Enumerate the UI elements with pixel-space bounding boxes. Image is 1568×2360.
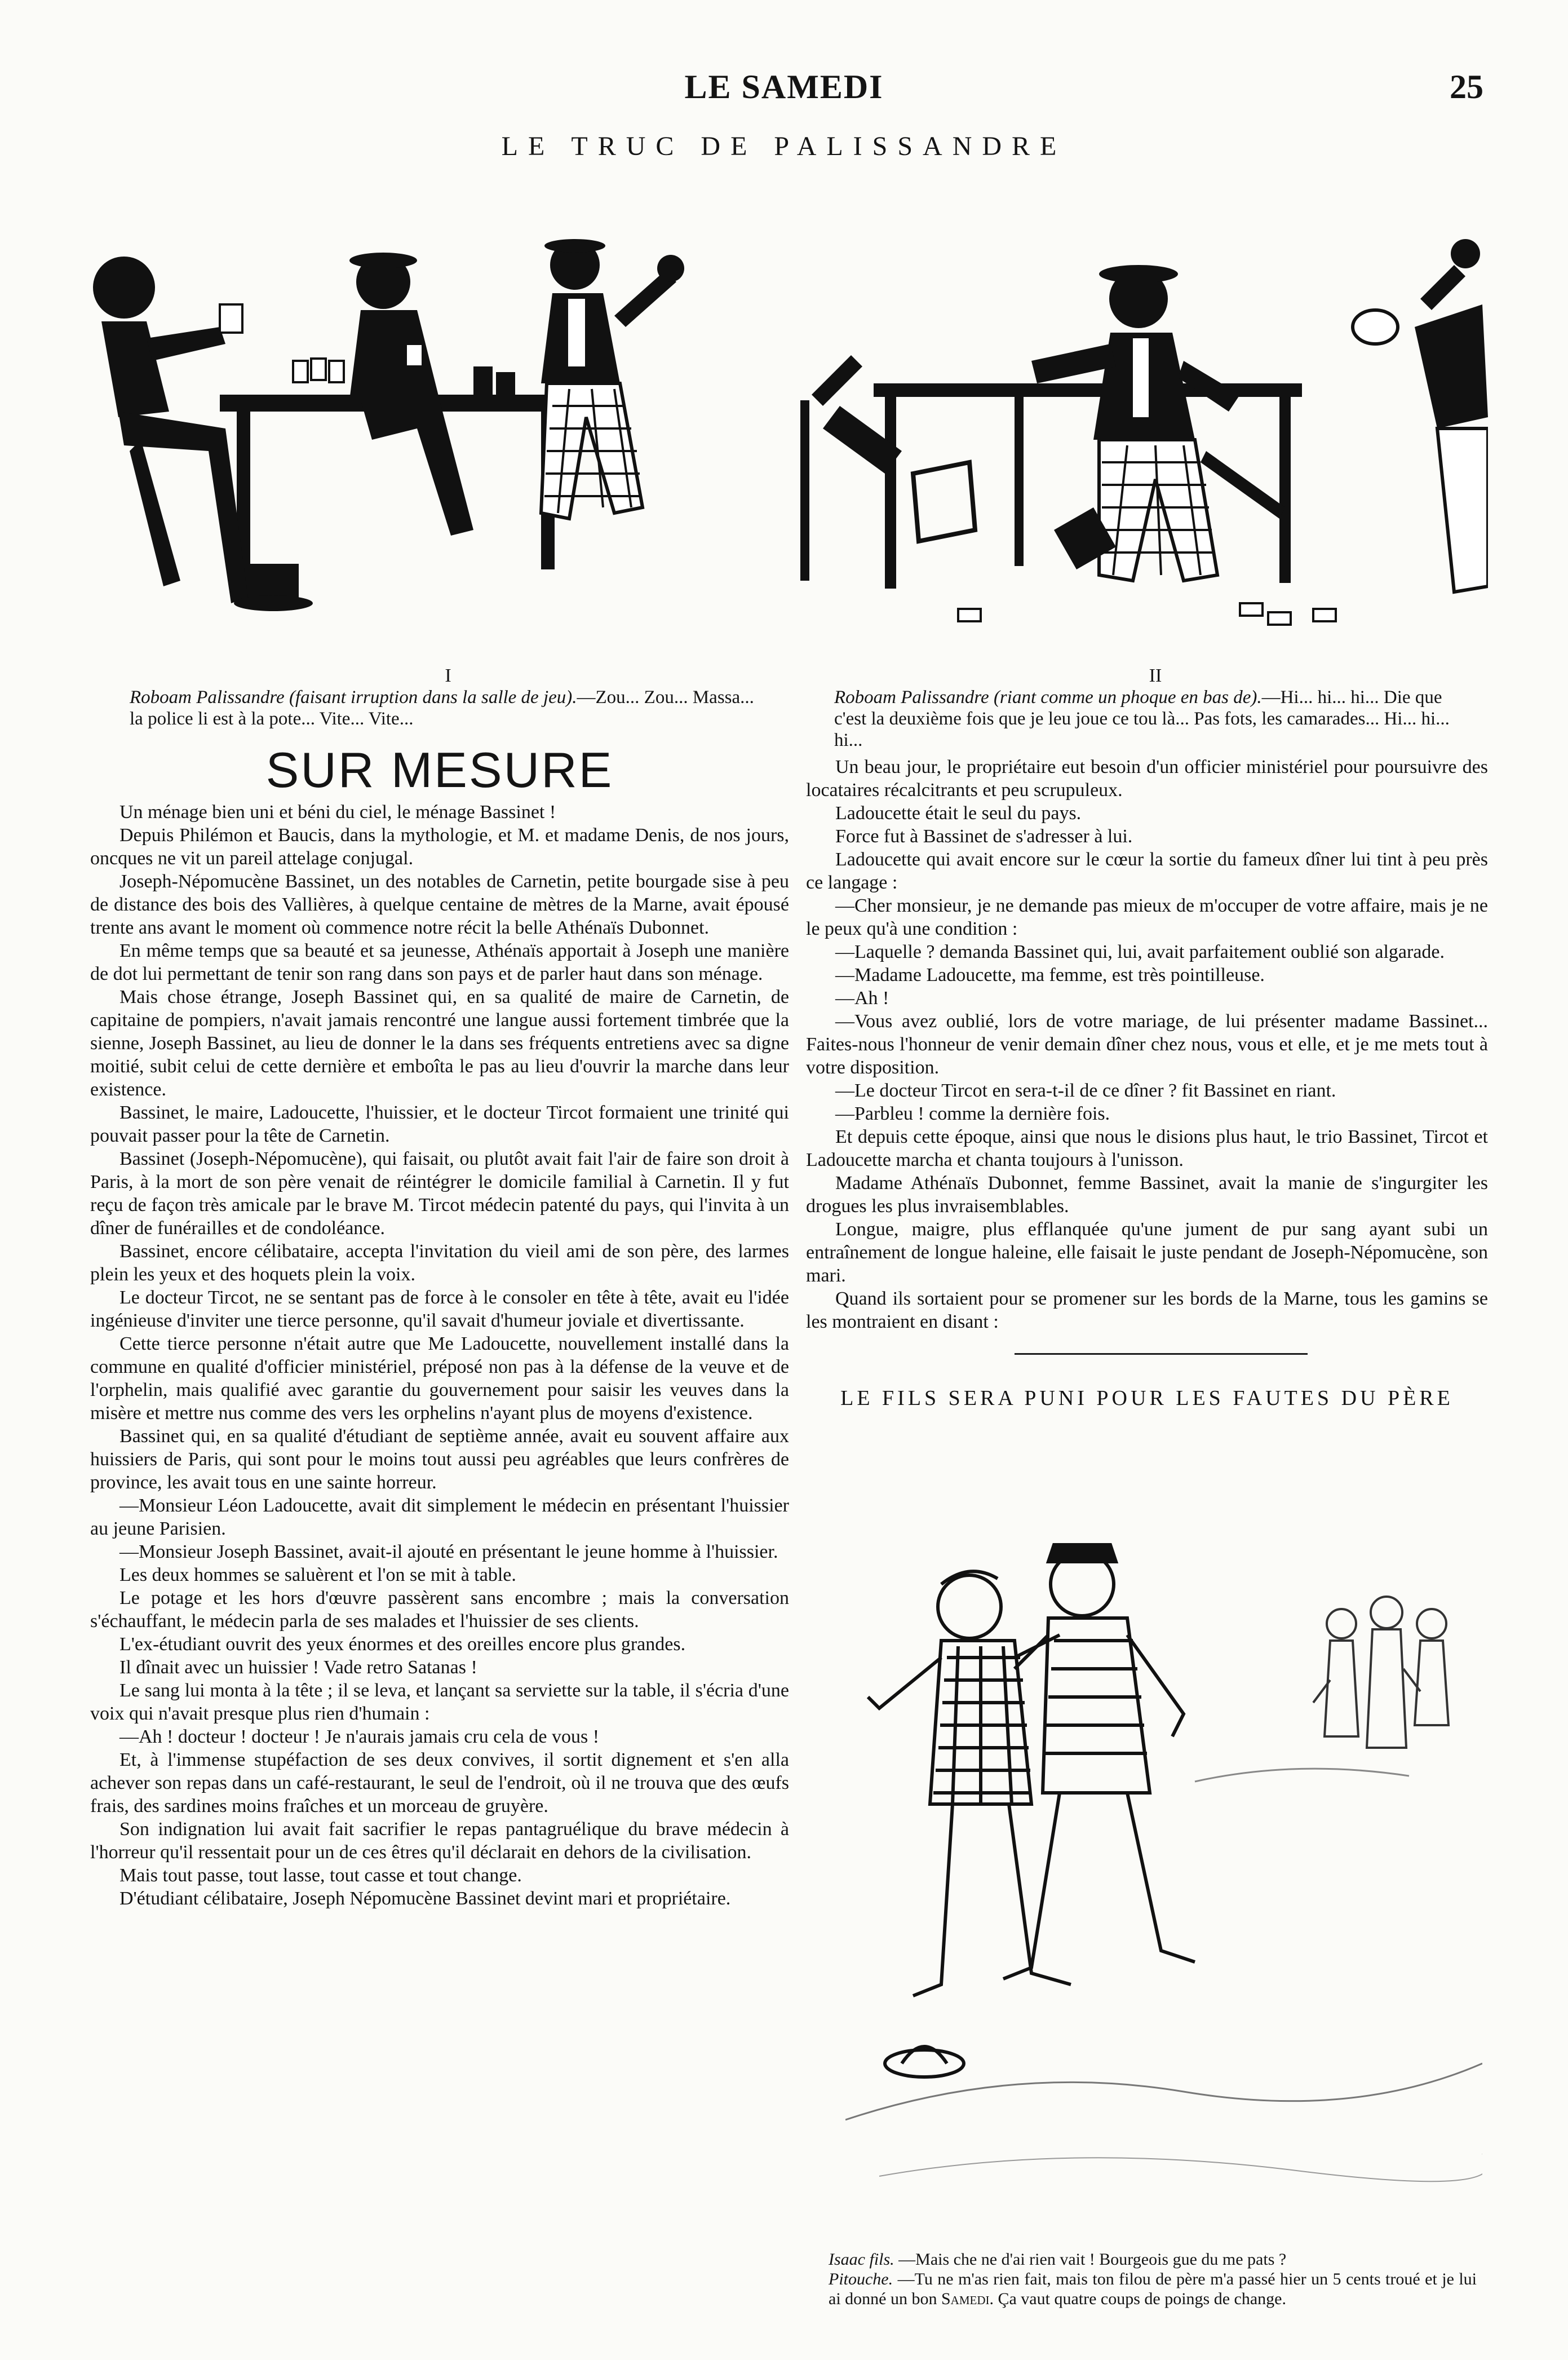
paragraph: Bassinet (Joseph-Népomucène), qui faisait, ou plutôt avait fait l'air de faire son droit à Paris, à la mort de son père venait de réintégrer le domicile familial à Carnetin. Il y fut reçu de façon très amicale par le brave M. Tircot médecin patenté du pays, qui l'invita à un dîner de funérailles et de condoléance. [90,1148,789,1239]
panel-2-speaker: Roboam Palissandre [834,687,989,708]
comic-panel-2-illustration [789,214,1488,654]
paragraph: Quand ils sortaient pour se promener sur les bords de la Marne, tous les gamins se les montraient en disant : [806,1288,1488,1332]
paragraph: —Le docteur Tircot en sera-t-il de ce dîner ? fit Bassinet en riant. [835,1080,1336,1101]
panel-1-stage-direction: (faisant irruption dans la salle de jeu). [289,687,577,708]
comic-panel-2-caption [834,665,1477,751]
paragraph: Cette tierce personne n'était autre que Me Ladoucette, nouvellement installé dans la commune en qualité d'officier ministériel, préposé non pas à la défense de la veuve et de l'orphelin, mais qualifié avec garantie du gouvernement pour saisir les veuves dans la misère et mettre nus comme des vers les orphelins n'ayant plus de moyens d'existence. [90,1333,789,1424]
paragraph: Mais chose étrange, Joseph Bassinet qui, en sa qualité de maire de Carnetin, de capitaine de pompiers, n'avait jamais rencontré une langue aussi fortement timbrée que la sienne, Joseph Bassinet, au lieu de donner le la dans ses fréquents entretiens avec sa digne moitié, subit celui de cette dernière et emboîta le pas au lieu d'ouvrir la marche dans leur existence. [90,987,789,1100]
paragraph: —Monsieur Joseph Bassinet, avait-il ajouté en présentant le jeune homme à l'huissier. [119,1541,778,1562]
paragraph: Les deux hommes se saluèrent et l'on se mit à table. [119,1565,516,1585]
paragraph: Bassinet qui, en sa qualité d'étudiant de septième année, avait eu souvent affaire aux huissiers de Paris, qui sont pour le moins tout aussi peu agréables que leurs confrères de province, les avait tous en une sainte horreur. [90,1426,789,1493]
caption-2-brand: Samedi. [941,2290,994,2308]
paragraph: —Vous avez oublié, lors de votre mariage, de lui présenter madame Bassinet... Faites-nous l'honneur de venir demain dîner chez nous, vous et elle, et je me mets tout à votre disposition. [806,1011,1488,1078]
paragraph: Un ménage bien uni et béni du ciel, le ménage Bassinet ! [119,802,556,823]
paragraph: Depuis Philémon et Baucis, dans la mythologie, et M. et madame Denis, de nos jours, oncques ne vit un pareil attelage conjugal. [90,825,789,869]
paragraph: Ladoucette qui avait encore sur le cœur la sortie du fameux dîner lui tint à peu près ce langage : [806,849,1488,893]
comic-panel-1-caption [130,665,767,730]
paragraph: Et depuis cette époque, ainsi que nous le disions plus haut, le trio Bassinet, Tircot et Ladoucette marcha et chanta toujours à l'unisson. [806,1126,1488,1170]
paragraph: Son indignation lui avait fait sacrifier le repas pantagruélique du brave médecin à l'horreur qu'il ressentait pour un de ces êtres qu'il déclarait en dehors de la civilisation. [90,1819,789,1863]
paragraph: Le sang lui monta à la tête ; il se leva, et lançant sa serviette sur la table, il s'écria d'une voix qui n'avait presque plus rien d'humain : [90,1680,789,1724]
panel-1-speaker: Roboam Palissandre [130,687,285,708]
paragraph: Un beau jour, le propriétaire eut besoin d'un officier ministériel pour poursuivre des locataires récalcitrants et peu scrupuleux. [806,757,1488,801]
illustration-title: LE FILS SERA PUNI POUR LES FAUTES DU PÈRE [840,1386,1454,1410]
paragraph: —Parbleu ! comme la dernière fois. [835,1103,1110,1124]
boys-fight-illustration [845,1443,1482,2233]
panel-1-speech: —Zou... Zou... Massa... la police li est à la pote... Vite... Vite... [130,687,754,729]
paragraph: Ladoucette était le seul du pays. [835,803,1082,824]
panel-2-stage-direction: (riant comme un phoque en bas de). [993,687,1262,708]
paragraph: Longue, maigre, plus efflanquée qu'une jument de pur sang ayant subi un entraînement de longue haleine, elle faisait le juste pendant de Joseph-Népomucène, son mari. [806,1219,1488,1286]
paragraph: En même temps que sa beauté et sa jeunesse, Athénaïs apportait à Joseph une manière de dot lui permettant de tenir son rang dans son pays et de parler haut dans son ménage. [90,940,789,984]
paragraph: Joseph-Népomucène Bassinet, un des notables de Carnetin, petite bourgade sise à peu de distance des bois des Vallières, à quelque centaine de mètres de la Marne, avait épousé trente ans avant le moment où commence notre récit la belle Athénaïs Dubonnet. [90,871,789,938]
paragraph: —Madame Ladoucette, ma femme, est très pointilleuse. [835,965,1265,985]
page-number: 25 [1450,68,1483,105]
paragraph: Et, à l'immense stupéfaction de ses deux convives, il sortit dignement et s'en alla achever son repas dans un café-restaurant, le seul de l'endroit, où il ne trouva que des œufs frais, des sardines moins fraîches et un morceau de gruyère. [90,1749,789,1817]
paragraph: —Monsieur Léon Ladoucette, avait dit simplement le médecin en présentant l'huissier au jeune Parisien. [90,1495,789,1539]
caption-1-speaker: Isaac fils. [829,2250,894,2269]
panel-1-number: I [445,665,451,686]
paragraph: Force fut à Bassinet de s'adresser à lui. [835,826,1133,847]
caption-2-speaker: Pitouche. [829,2270,893,2288]
panel-2-number: II [1149,665,1162,686]
article-left-column [90,801,789,1910]
article-title: SUR MESURE [265,742,614,798]
paragraph: Madame Athénaïs Dubonnet, femme Bassinet, avait la manie de s'ingurgiter les drogues les plus invraisemblables. [806,1173,1488,1217]
caption-2-end: Ça vaut quatre coups de poings de change. [998,2290,1286,2308]
paragraph: Il dînait avec un huissier ! Vade retro Satanas ! [119,1657,477,1678]
caption-line-1 [829,2249,1477,2269]
paragraph: D'étudiant célibataire, Joseph Népomucène Bassinet devint mari et propriétaire. [119,1888,731,1909]
paragraph: Bassinet, le maire, Ladoucette, l'huissier, et le docteur Tircot formaient une trinité qui pouvait passer pour la tête de Carnetin. [90,1102,789,1146]
publication-title: LE SAMEDI [684,68,884,105]
paragraph: —Ah ! [835,988,889,1009]
caption-line-2 [829,2269,1477,2309]
paragraph: —Cher monsieur, je ne demande pas mieux de m'occuper de votre affaire, mais je ne le peux qu'à une condition : [806,895,1488,939]
paragraph: Le potage et les hors d'œuvre passèrent sans encombre ; mais la conversation s'échauffant, le médecin parla de ses malades et l'huissier de ses clients. [90,1588,789,1632]
paragraph: Bassinet, encore célibataire, accepta l'invitation du vieil ami de son père, des larmes plein les yeux et des hoquets plein la voix. [90,1241,789,1285]
article-right-column [806,755,1488,1333]
illustration-caption [829,2249,1477,2309]
caption-1-text: —Mais che ne d'ai rien vait ! Bourgeois gue du me pats ? [898,2250,1287,2269]
paragraph: Le docteur Tircot, ne se sentant pas de force à le consoler en tête à tête, avait eu l'idée ingénieuse d'inviter une tierce personne, qu'il savait d'humeur joviale et divertissante. [90,1287,789,1331]
section-divider [1015,1353,1308,1355]
caption-2-text: —Tu ne m'as rien fait, mais ton filou de père m'a passé hier un 5 cents troué et je lui ai donné un bon [829,2270,1477,2308]
panel-2-speech: —Hi... hi... hi... Die que c'est la deuxième fois que je leu joue ce tou là... Pas fots, les camarades... Hi... hi... hi... [834,687,1450,750]
comic-strip-title: LE TRUC DE PALISSANDRE [501,131,1067,161]
comic-panel-1-illustration [79,214,778,654]
paragraph: —Laquelle ? demanda Bassinet qui, lui, avait parfaitement oublié son algarade. [835,942,1445,962]
paragraph: L'ex-étudiant ouvrit des yeux énormes et des oreilles encore plus grandes. [119,1634,686,1655]
paragraph: —Ah ! docteur ! docteur ! Je n'aurais jamais cru cela de vous ! [119,1726,600,1747]
paragraph: Mais tout passe, tout lasse, tout casse et tout change. [119,1865,522,1886]
